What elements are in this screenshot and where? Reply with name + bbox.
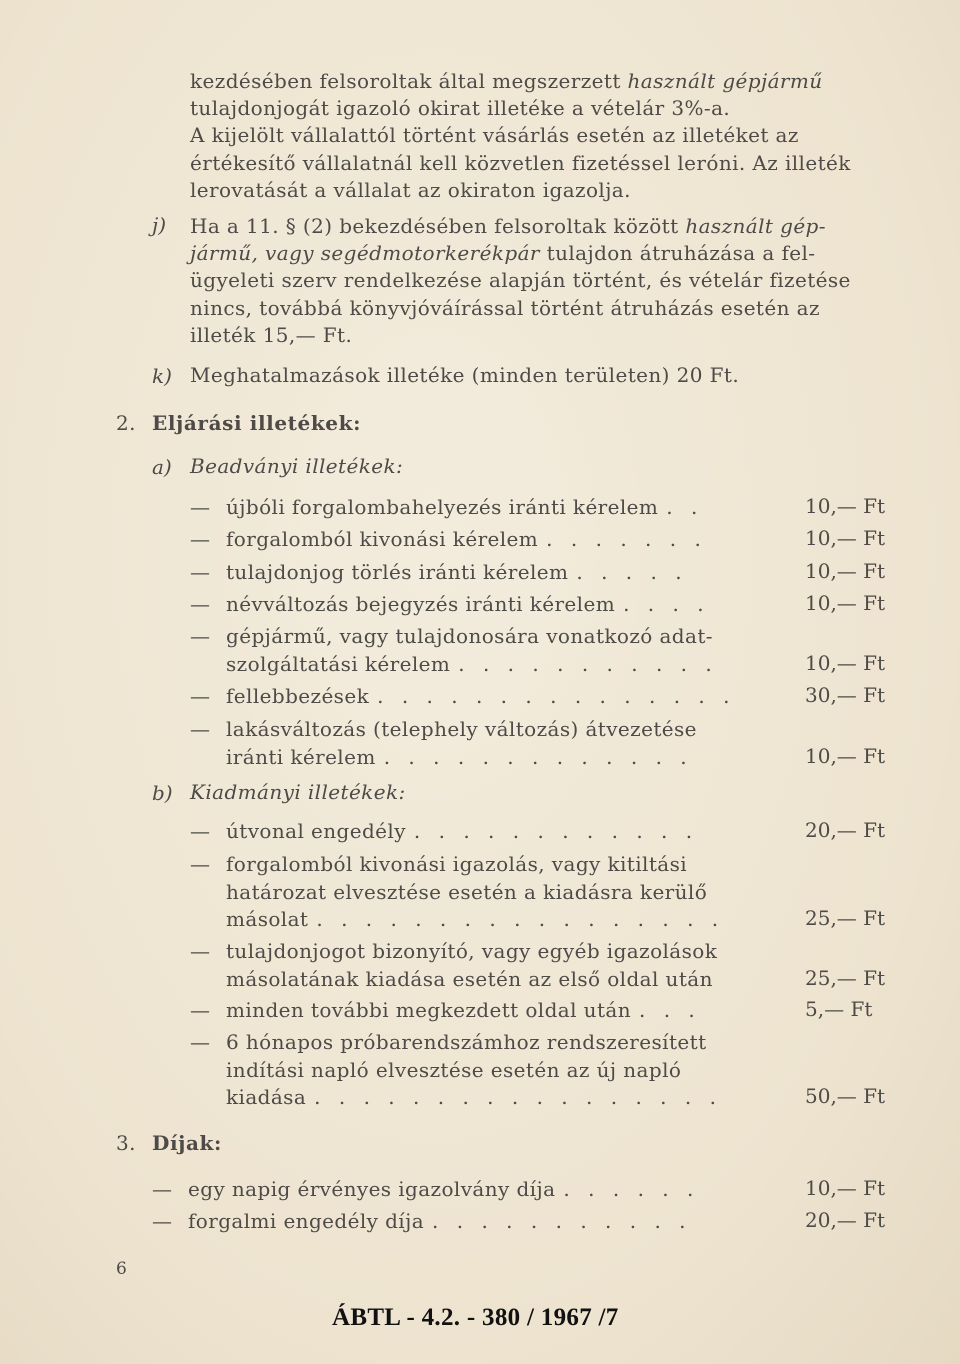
fee-text: egy napig érvényes igazolvány díja [188, 1177, 556, 1201]
fee-amount: 5,— Ft [805, 997, 873, 1021]
fee-amount: 30,— Ft [805, 683, 886, 707]
dash-bullet: — [190, 527, 211, 551]
j-line: nincs, továbbá könyvjóváírással történt átruházás esetén az [190, 295, 820, 320]
dash-bullet: — [190, 592, 211, 616]
dash-bullet: — [152, 1209, 173, 1233]
intro-line: értékesítő vállalatnál kell közvetlen fizetéssel leróni. Az illeték [190, 150, 851, 175]
fee-text: kiadása [226, 1085, 307, 1109]
fee-description-line [226, 1029, 756, 1057]
fee-amount: 25,— Ft [805, 965, 886, 990]
section-title-2: Eljárási illetékek: [152, 411, 362, 435]
fee-text: újbóli forgalombahelyezés iránti kérelem [226, 495, 659, 519]
fee-text: iránti kérelem [226, 744, 376, 769]
fee-description [226, 526, 756, 554]
intro-line: tulajdonjogát igazoló okirat illetéke a vételár 3%-a. [190, 96, 731, 121]
subsection-marker-b: b) [152, 781, 173, 805]
dash-bullet: — [190, 624, 211, 648]
dot-leader: . . . . . . . . . . . . . . . . . [314, 1085, 722, 1109]
item-marker-j: j) [152, 213, 167, 237]
fee-description [226, 1029, 756, 1112]
j-line: ügyeleti szerv rendelkezése alapján történt, és vételár fizetése [190, 268, 851, 293]
fee-text: forgalomból kivonási kérelem [226, 527, 539, 551]
fee-description [188, 1208, 768, 1236]
fee-description-line [188, 1176, 768, 1204]
fee-text: névváltozás bejegyzés iránti kérelem [226, 592, 616, 616]
dot-leader: . . . . . . . . . . . . . [383, 744, 693, 769]
fee-description-line [226, 683, 756, 711]
fee-amount: 10,— Ft [805, 743, 886, 768]
dash-bullet: — [190, 684, 211, 708]
fee-text: gépjármű, vagy tulajdonosára vonatkozó adat- [226, 624, 713, 648]
fee-text: tulajdonjogot bizonyító, vagy egyéb igazolások [226, 939, 718, 963]
fee-amount: 10,— Ft [805, 494, 886, 518]
fee-text: másolatának kiadása esetén az első oldal után [226, 966, 713, 991]
dash-bullet: — [190, 495, 211, 519]
fee-amount: 20,— Ft [805, 818, 886, 842]
item-marker-k: k) [152, 364, 172, 388]
dot-leader: . . . . . . . [546, 527, 707, 551]
fee-amount: 50,— Ft [805, 1084, 886, 1108]
dash-bullet: — [190, 998, 211, 1022]
fee-text: tulajdonjog törlés iránti kérelem [226, 560, 569, 584]
dot-leader: . . . . . . . . . . . . . . . . . [316, 907, 725, 931]
fee-description [226, 683, 756, 711]
intro-line: lerovatását a vállalat az okiraton igazolja. [190, 177, 631, 202]
fee-description-line [188, 1208, 768, 1236]
intro-line: A kijelölt vállalattól történt vásárlás esetén az illetéket az [190, 123, 799, 148]
fee-description [226, 623, 756, 678]
subsection-marker-a: a) [152, 455, 172, 479]
fee-amount: 10,— Ft [805, 650, 886, 675]
paragraph-k: Meghatalmazások illetéke (minden területen) 20 Ft. [190, 363, 740, 387]
fee-description [188, 1176, 768, 1204]
fee-text: indítási napló elvesztése esetén az új napló [226, 1057, 682, 1082]
fee-description-line [226, 744, 756, 772]
fee-description [226, 818, 756, 846]
fee-text: forgalmi engedély díja [188, 1209, 425, 1233]
dot-leader: . . [666, 495, 704, 519]
fee-description-line [226, 526, 756, 554]
fee-text: fellebbezések [226, 684, 370, 708]
fee-description [226, 851, 756, 934]
fee-description-line [226, 966, 756, 994]
fee-text: minden további megkezdett oldal után [226, 998, 631, 1022]
fee-description-line [226, 879, 756, 907]
dash-bullet: — [190, 852, 211, 876]
dot-leader: . . . . . [576, 560, 688, 584]
fee-amount: 20,— Ft [805, 1208, 886, 1232]
dash-bullet: — [190, 717, 211, 741]
fee-amount: 10,— Ft [805, 1176, 886, 1200]
fee-description [226, 591, 756, 619]
fee-text: szolgáltatási kérelem [226, 651, 451, 676]
fee-description-line [226, 1057, 756, 1085]
subsection-title-a: Beadványi illetékek: [190, 454, 404, 478]
intro-italic: használt gépjármű [627, 69, 823, 93]
dot-leader: . . . . . . . . . . . [458, 651, 718, 676]
fee-description [226, 997, 756, 1025]
intro-paragraph [190, 68, 895, 204]
fee-amount: 10,— Ft [805, 591, 886, 615]
j-line: Ha a 11. § (2) bekezdésében felsoroltak között [190, 214, 686, 238]
section-title-3: Díjak: [152, 1131, 222, 1155]
fee-description-line [226, 716, 756, 744]
j-line: tulajdon átruházása a fel- [539, 241, 816, 266]
fee-description [226, 716, 756, 771]
page-number: 6 [116, 1259, 127, 1279]
fee-amount: 10,— Ft [805, 526, 886, 550]
dash-bullet: — [190, 939, 211, 963]
dot-leader: . . . . . . [563, 1177, 700, 1201]
dot-leader: . . . . . . . . . . . . [413, 819, 699, 843]
fee-description [226, 938, 756, 993]
archive-reference: ÁBTL - 4.2. - 380 / 1967 /7 [332, 1304, 619, 1331]
dash-bullet: — [190, 1030, 211, 1054]
fee-description-line [226, 938, 756, 966]
fee-text: lakásváltozás (telephely változás) átvezetése [226, 717, 697, 741]
fee-description-line [226, 818, 756, 846]
fee-description-line [226, 906, 756, 934]
fee-description-line [226, 851, 756, 879]
fee-text: 6 hónapos próbarendszámhoz rendszeresített [226, 1030, 707, 1054]
dot-leader: . . . [639, 998, 701, 1022]
fee-description [226, 494, 756, 522]
fee-description-line [226, 651, 756, 679]
fee-text: határozat elvesztése esetén a kiadásra kerülő [226, 879, 708, 904]
dot-leader: . . . . . . . . . . . . . . . [377, 684, 736, 708]
fee-description-line [226, 559, 756, 587]
fee-description [226, 559, 756, 587]
dot-leader: . . . . . . . . . . . [432, 1209, 692, 1233]
subsection-title-b: Kiadmányi illetékek: [190, 780, 406, 804]
dash-bullet: — [152, 1177, 173, 1201]
j-italic: használt gép- [685, 214, 826, 238]
fee-amount: 10,— Ft [805, 559, 886, 583]
fee-text: forgalomból kivonási igazolás, vagy kitiltási [226, 852, 688, 876]
fee-description-line [226, 591, 756, 619]
intro-line: kezdésében felsoroltak által megszerzett [190, 69, 628, 93]
dash-bullet: — [190, 560, 211, 584]
fee-description-line [226, 997, 756, 1025]
fee-description-line [226, 1084, 756, 1112]
dash-bullet: — [190, 819, 211, 843]
fee-amount: 25,— Ft [805, 906, 886, 930]
j-italic: jármű, vagy segédmotorkerékpár [190, 241, 540, 266]
section-number-3: 3. [116, 1131, 136, 1155]
fee-description-line [226, 494, 756, 522]
paragraph-j [190, 213, 895, 349]
fee-text: útvonal engedély [226, 819, 406, 843]
j-line: illeték 15,— Ft. [190, 322, 353, 347]
fee-description-line [226, 623, 756, 651]
section-number-2: 2. [116, 411, 136, 435]
dot-leader: . . . . [623, 592, 710, 616]
fee-text: másolat [226, 907, 309, 931]
